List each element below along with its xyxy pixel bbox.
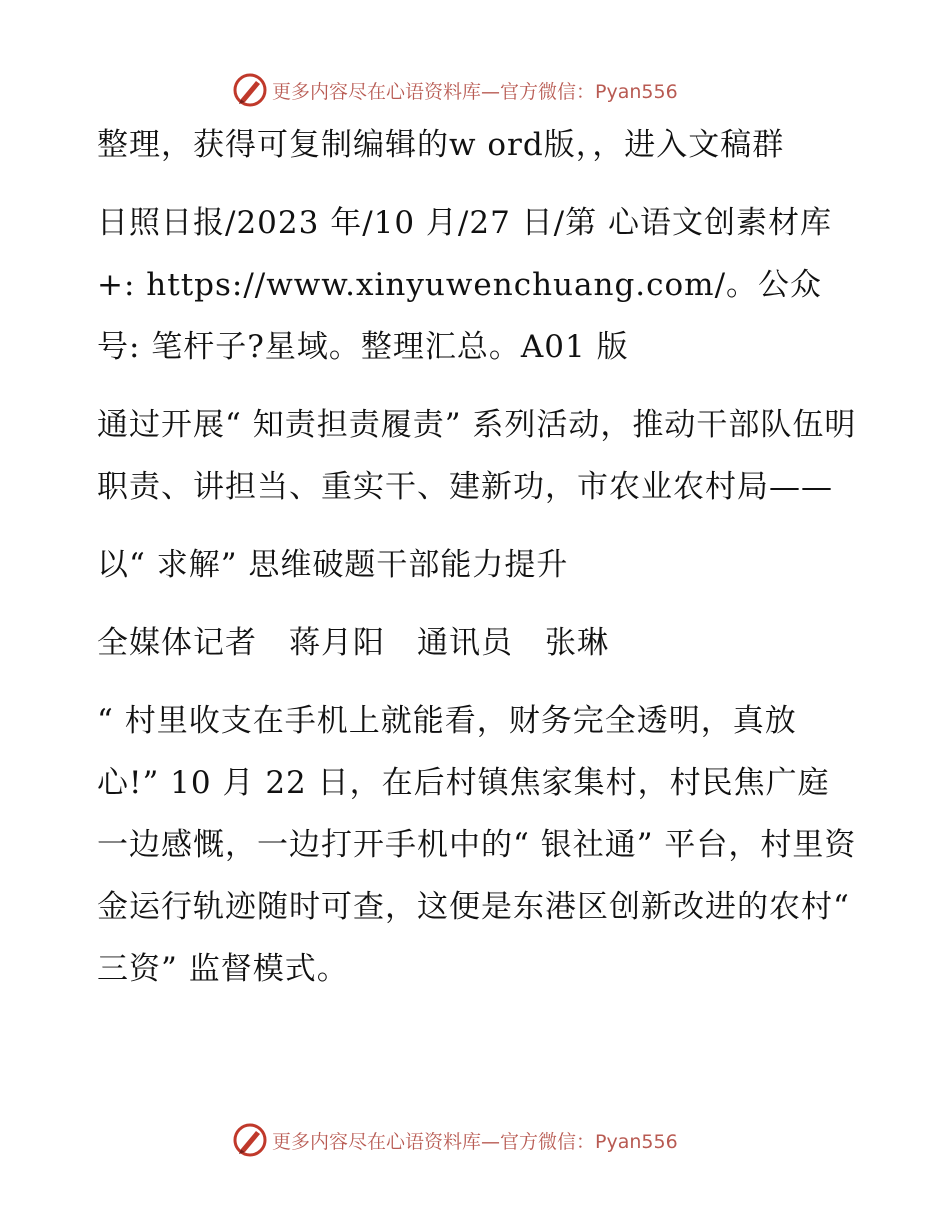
byline: 全媒体记者 蒋月阳 通讯员 张琳 bbox=[97, 625, 609, 661]
watermark-text: 更多内容尽在心语资料库—官方微信：Pyan556 bbox=[272, 1130, 678, 1153]
paragraph-intro: 整理，获得可复制编辑的w ord版，，进入文稿群 bbox=[97, 127, 785, 163]
paragraph-body: “ 村里收支在手机上就能看，财务完全透明，真放心!” 10 月 22 日，在后村镇焦家集村，村民焦广庭一边感慨，一边打开手机中的“ 银社通” 平台，村里资金运行轨迹随时可查，这便是东港区创新改进的农村“ 三资” 监督模式。 bbox=[97, 703, 857, 987]
paragraph-subhead: 通过开展“ 知责担责履责” 系列活动，推动干部队伍明职责、讲担当、重实干、建新功，市农业农村局—— bbox=[97, 407, 857, 505]
article-title: 以“ 求解” 思维破题干部能力提升 bbox=[97, 547, 569, 583]
red-pen-logo-icon bbox=[232, 72, 268, 108]
header-watermark bbox=[232, 70, 678, 110]
footer-watermark bbox=[232, 1120, 678, 1160]
paragraph-source: 日照日报/2023 年/10 月/27 日/第 心语文创素材库+: https://www.xinyuwenchuang.com/。公众号: 笔杆子?星域。整理汇总。A01 版 bbox=[97, 205, 832, 365]
watermark-text: 更多内容尽在心语资料库—官方微信：Pyan556 bbox=[272, 80, 678, 103]
document-body bbox=[97, 114, 857, 1000]
red-pen-logo-icon bbox=[232, 1122, 268, 1158]
